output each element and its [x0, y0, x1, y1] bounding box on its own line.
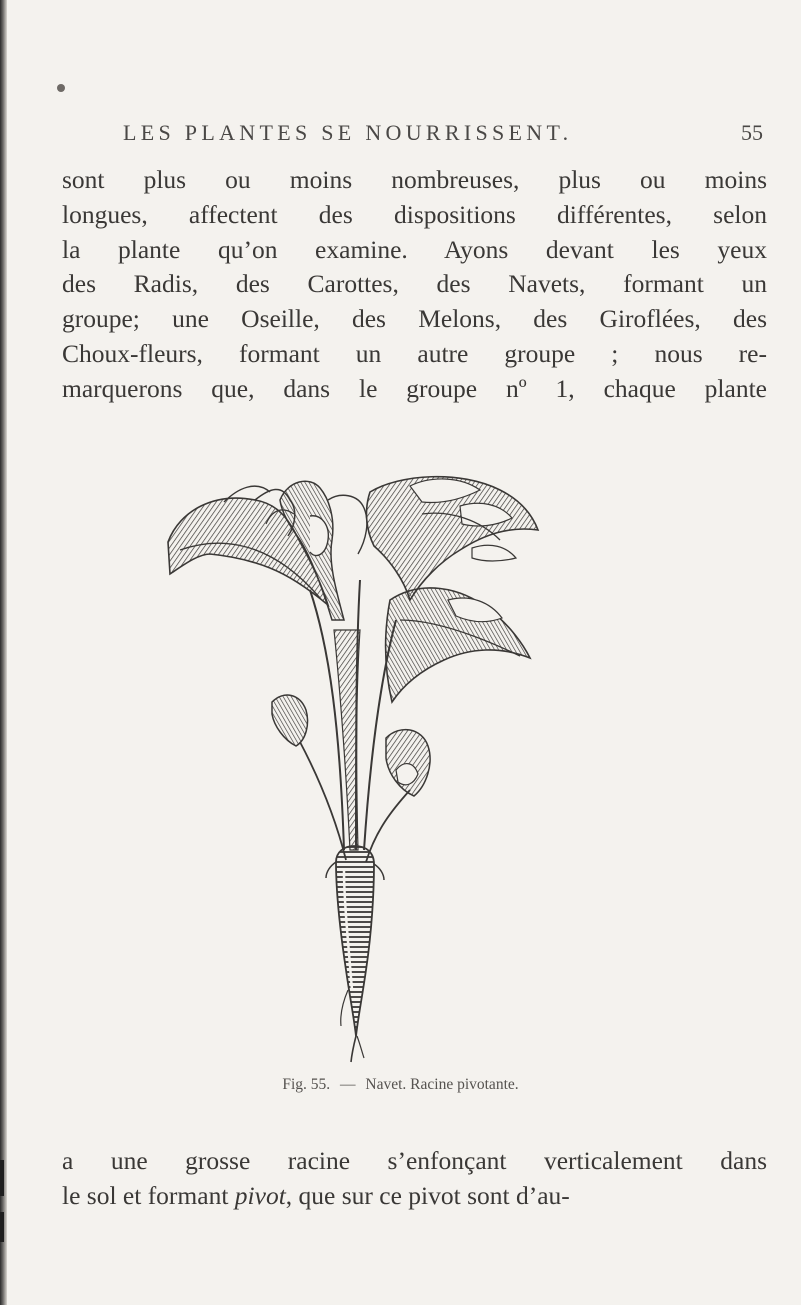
text-line: a une grosse racine s’enfonçant verticalement dans: [62, 1146, 767, 1175]
figure-caption-text: Navet. Racine pivotante.: [365, 1076, 519, 1093]
text-line: groupe; une Oseille, des Melons, des Giroflées, des: [62, 304, 767, 334]
text-line: la plante qu’on examine. Ayons devant les yeux: [62, 234, 767, 264]
text-segment: le sol et formant: [62, 1180, 235, 1210]
text-segment: , que sur ce pivot sont d’au-: [285, 1180, 570, 1210]
text-line: marquerons que, dans le groupe nº 1, chaque plante: [62, 373, 767, 403]
page-edge-mark: [0, 1212, 4, 1242]
page-number: 55: [741, 120, 763, 145]
text-line: Choux-fleurs, formant un autre groupe ; nous re-: [62, 338, 767, 368]
caption-dash: —: [340, 1076, 356, 1093]
running-title: LES PLANTES SE NOURRISSENT.: [123, 120, 573, 145]
turnip-illustration-icon: [160, 470, 550, 1068]
page-edge-shadow: [0, 0, 7, 1305]
ink-dot: [57, 84, 65, 92]
text-line: des Radis, des Carottes, des Navets, formant un: [62, 269, 767, 299]
text-line: sont plus ou moins nombreuses, plus ou moins: [62, 165, 767, 194]
italic-term: pivot: [234, 1180, 286, 1210]
text-line-last: [62, 1179, 767, 1214]
running-head: [123, 120, 763, 150]
text-line: longues, affectent des dispositions différentes, selon: [62, 199, 767, 229]
turnip-illustration: [160, 470, 550, 1068]
body-paragraph-bottom: [62, 1144, 767, 1214]
figure-caption: [0, 1076, 801, 1094]
page-edge-mark: [0, 1160, 4, 1196]
body-paragraph-top: [62, 163, 767, 407]
figure-number: Fig. 55.: [282, 1076, 331, 1093]
